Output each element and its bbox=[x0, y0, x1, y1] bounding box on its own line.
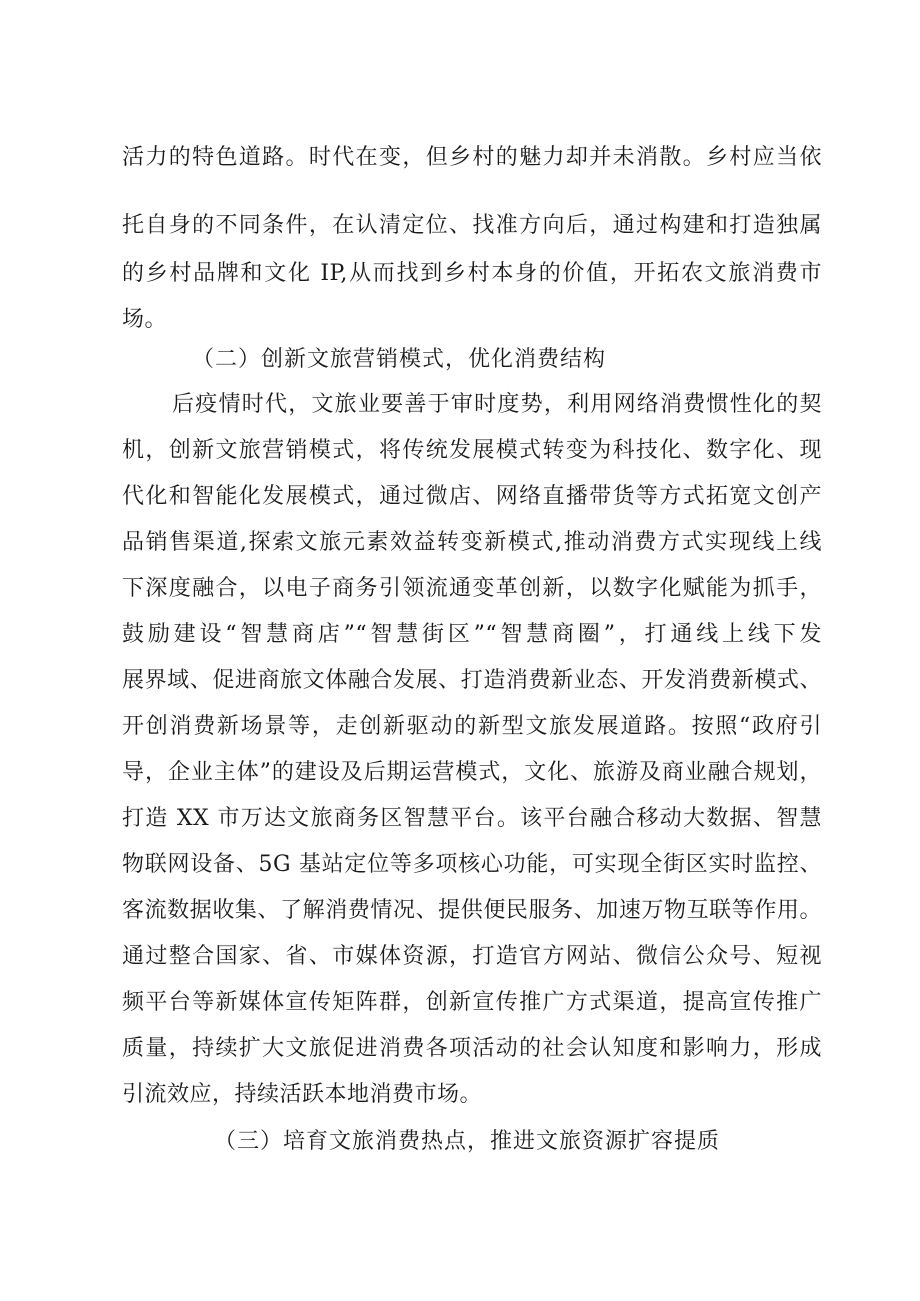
paragraph-line: 频平台等新媒体宣传矩阵群，创新宣传推广方式渠道，提高宣传推广 bbox=[122, 990, 822, 1015]
paragraph-line: 活力的特色道路。时代在变，但乡村的魅力却并未消散。乡村应当依 bbox=[122, 145, 822, 170]
paragraph-line: 机，创新文旅营销模式，将传统发展模式转变为科技化、数字化、现 bbox=[122, 438, 822, 463]
section-heading-2: （二）创新文旅营销模式，优化消费结构 bbox=[192, 347, 607, 372]
paragraph-line: 质量，持续扩大文旅促进消费各项活动的社会认知度和影响力，形成 bbox=[122, 1036, 822, 1061]
paragraph-line: 导，企业主体”的建设及后期运营模式，文化、旅游及商业融合规划， bbox=[122, 760, 822, 785]
paragraph-line: 客流数据收集、了解消费情况、提供便民服务、加速万物互联等作用。 bbox=[122, 898, 822, 923]
paragraph-line: 代化和智能化发展模式，通过微店、网络直播带货等方式拓宽文创产 bbox=[122, 484, 822, 509]
paragraph-line: 下深度融合，以电子商务引领流通变革创新，以数字化赋能为抓手， bbox=[122, 576, 822, 601]
paragraph-line: 后疫情时代，文旅业要善于审时度势，利用网络消费惯性化的契 bbox=[172, 392, 822, 417]
paragraph-line: 的乡村品牌和文化 IP,从而找到乡村本身的价值，开拓农文旅消费市 bbox=[122, 261, 822, 286]
paragraph-line: 打造 XX 市万达文旅商务区智慧平台。该平台融合移动大数据、智慧 bbox=[122, 806, 822, 831]
paragraph-line: 引流效应，持续活跃本地消费市场。 bbox=[122, 1082, 483, 1107]
paragraph-line: 托自身的不同条件，在认清定位、找准方向后，通过构建和打造独属 bbox=[122, 213, 822, 238]
paragraph-line: 开创消费新场景等，走创新驱动的新型文旅发展道路。按照“政府引 bbox=[122, 714, 822, 739]
paragraph-line: 品销售渠道,探索文旅元素效益转变新模式,推动消费方式实现线上线 bbox=[122, 530, 822, 555]
paragraph-line: 通过整合国家、省、市媒体资源，打造官方网站、微信公众号、短视 bbox=[122, 944, 822, 969]
paragraph-line: 物联网设备、5G 基站定位等多项核心功能，可实现全街区实时监控、 bbox=[122, 852, 822, 877]
section-heading-3: （三）培育文旅消费热点，推进文旅资源扩容提质 bbox=[214, 1129, 721, 1154]
paragraph-line: 鼓励建设“智慧商店”“智慧街区”“智慧商圈”，打通线上线下发 bbox=[122, 622, 822, 647]
paragraph-line: 展界域、促进商旅文体融合发展、打造消费新业态、开发消费新模式、 bbox=[122, 668, 822, 693]
paragraph-line: 场。 bbox=[122, 307, 168, 332]
